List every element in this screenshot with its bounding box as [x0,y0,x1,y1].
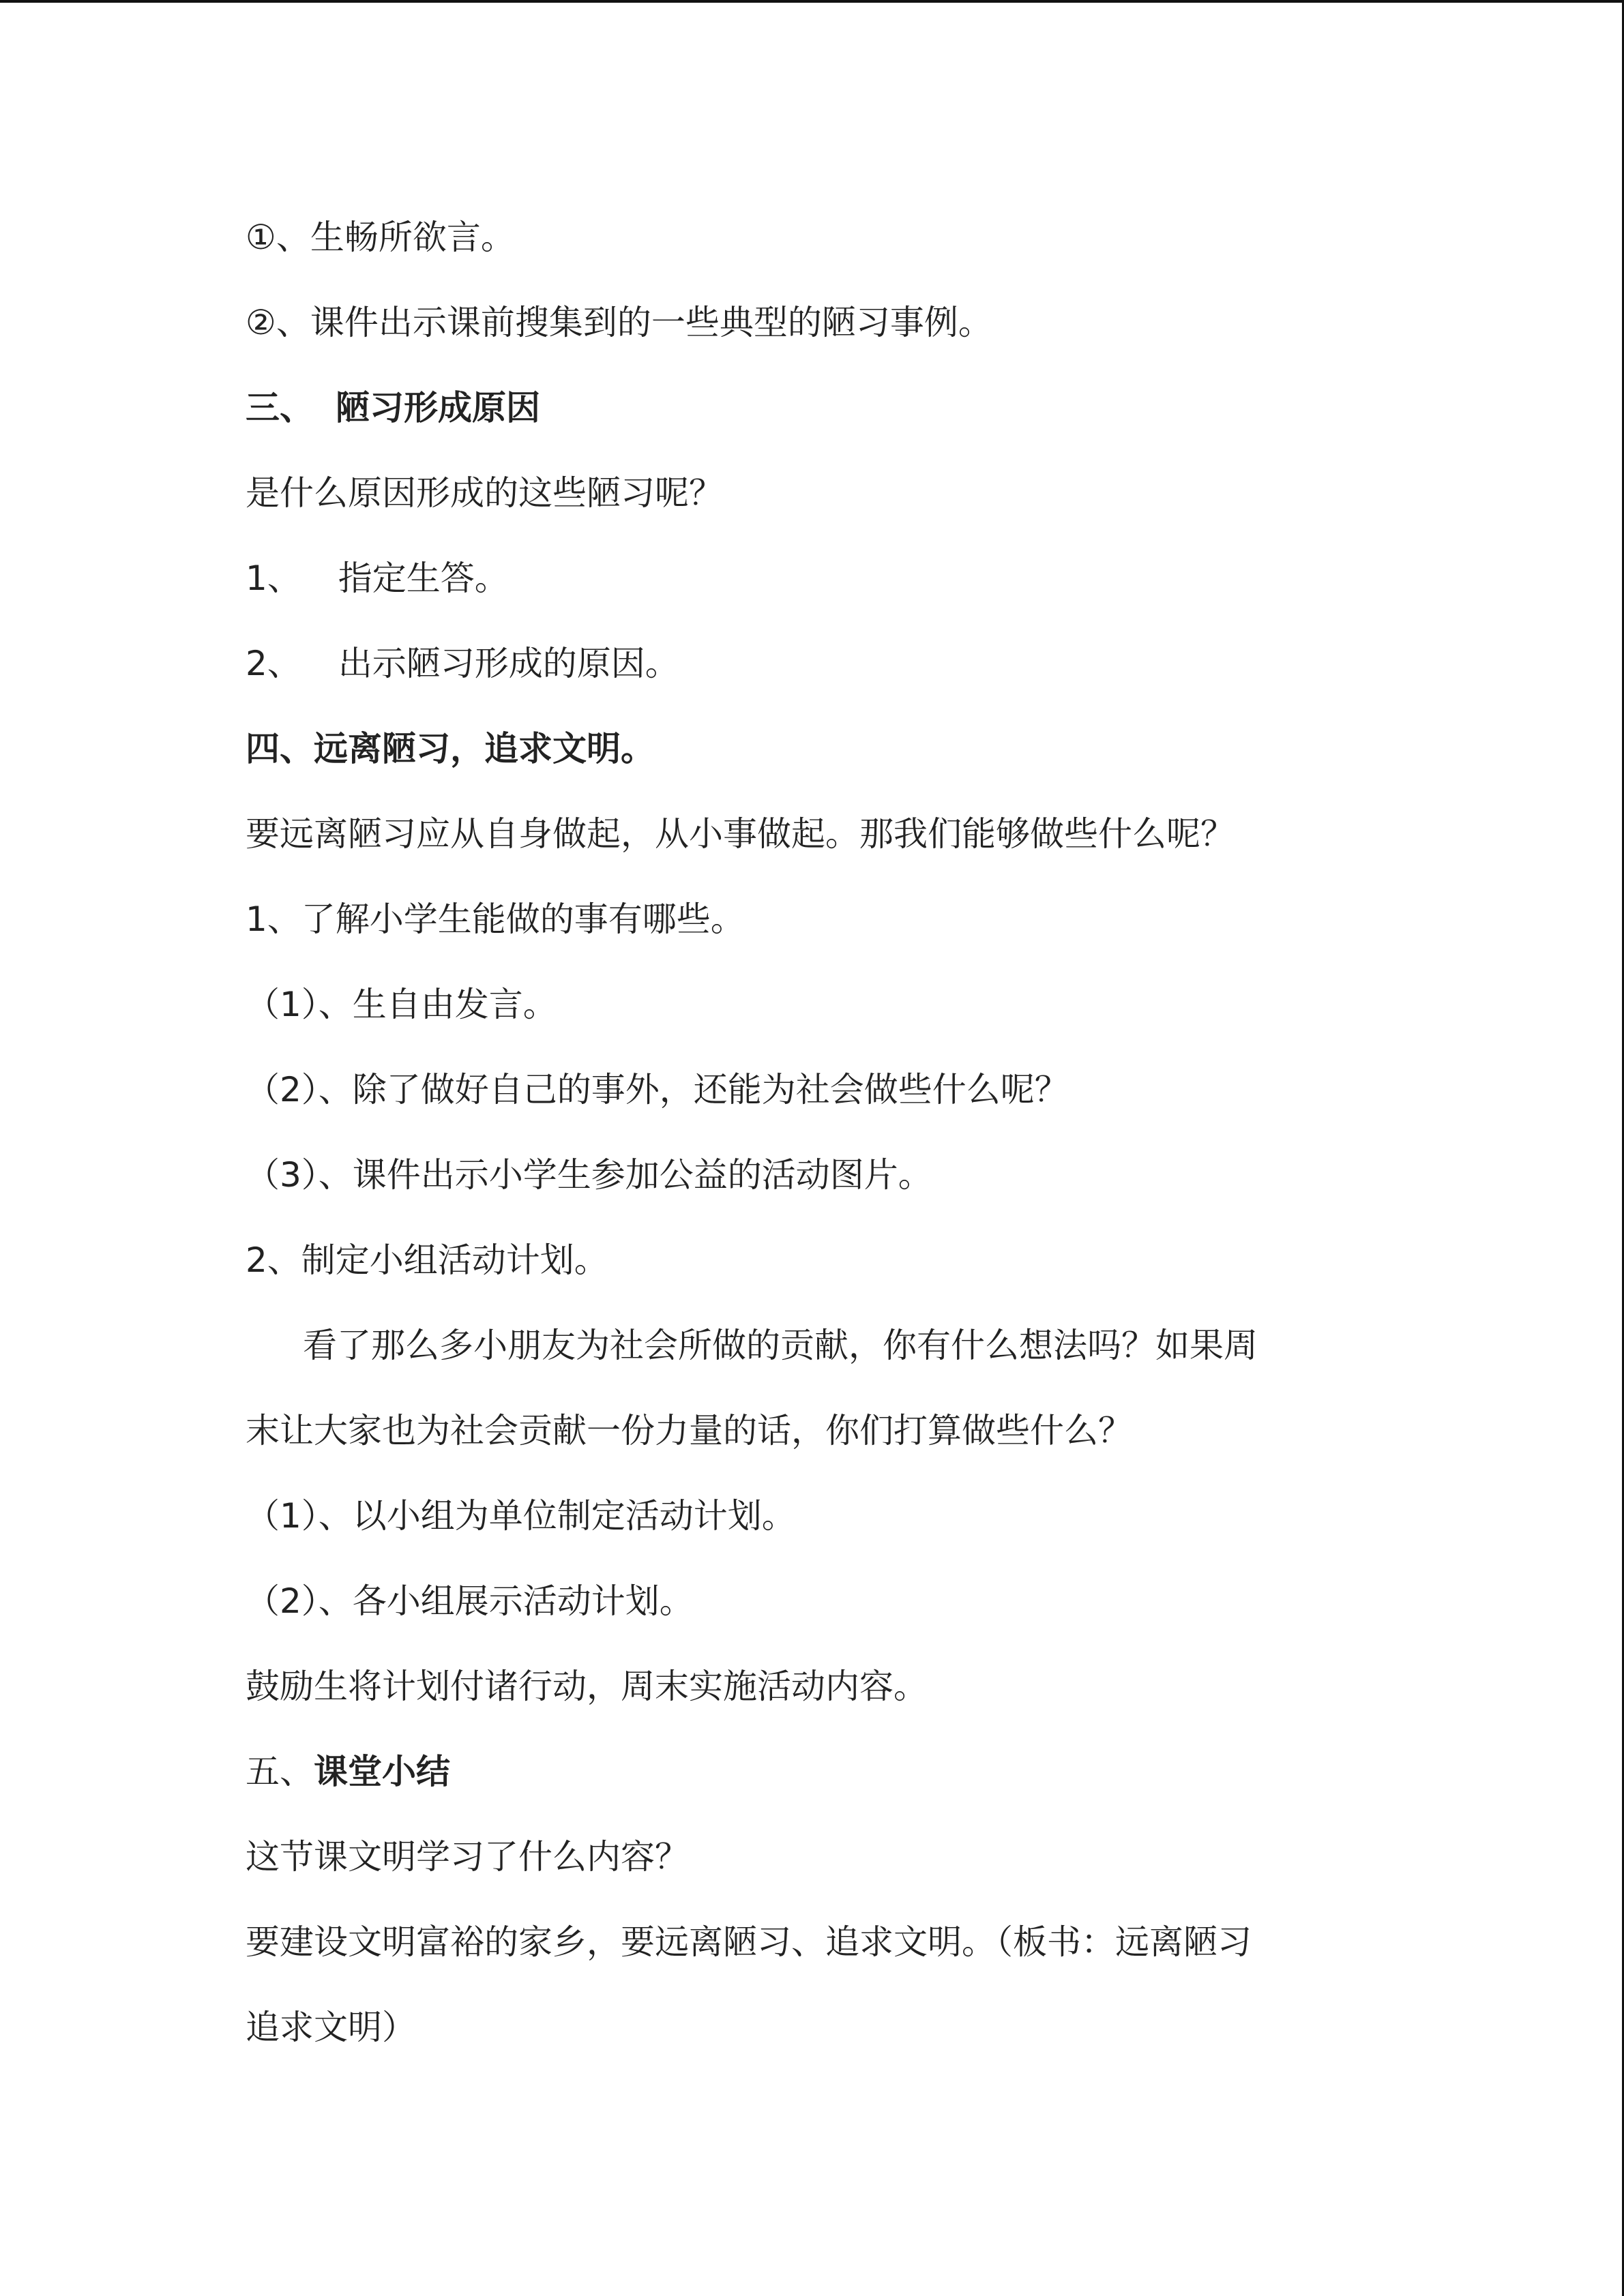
text-line-8: 要远离陋习应从自身做起，从小事做起。那我们能够做些什么呢？ [246,814,1235,854]
section-number-3: 三、 [246,388,314,428]
section-title-5: 课堂小结 [314,1752,450,1791]
section-number-5: 五、 [246,1752,314,1791]
text-line-11: （2）、除了做好自己的事外，还能为社会做些什么呢？ [246,1070,1069,1109]
text-line-17: （2）、各小组展示活动计划。 [246,1581,694,1621]
list-number-1: 1、 [246,558,301,598]
text-line-22: 追求文明） [246,2008,416,2047]
text-line-10: （1）、生自由发言。 [246,985,557,1024]
list-text-2: 出示陋习形成的原因。 [338,644,679,683]
text-line-20: 这节课文明学习了什么内容？ [246,1837,689,1877]
list-item-1 [246,556,509,600]
text-line-16: （1）、以小组为单位制定活动计划。 [246,1496,796,1536]
paragraph-line-14: 看了那么多小朋友为社会所做的贡献，你有什么想法吗？如果周 [303,1326,1258,1365]
page-top-border [0,0,1624,3]
text-line-12: （3）、课件出示小学生参加公益的活动图片。 [246,1155,932,1195]
text-line-13: 2、制定小组活动计划。 [246,1240,608,1280]
text-line-1: ①、生畅所欲言。 [246,218,515,257]
section-title-3: 陋习形成原因 [336,388,540,428]
list-item-2 [246,642,679,685]
list-number-2: 2、 [246,644,301,683]
text-line-21: 要建设文明富裕的家乡，要远离陋习、追求文明。（板书：远离陋习 [246,1922,1252,1962]
text-line-4: 是什么原因形成的这些陋习呢？ [246,473,723,513]
text-line-18: 鼓励生将计划付诸行动，周末实施活动内容。 [246,1667,928,1706]
section-heading-4: 四、远离陋习，追求文明。 [246,729,655,769]
list-text-1: 指定生答。 [338,558,509,598]
section-heading-3 [246,386,540,430]
text-line-9: 1、了解小学生能做的事有哪些。 [246,899,745,939]
paragraph-line-15: 末让大家也为社会贡献一份力量的话，你们打算做些什么？ [246,1411,1132,1450]
text-line-2: ②、课件出示课前搜集到的一些典型的陋习事例。 [246,303,992,342]
section-heading-5 [246,1750,450,1793]
